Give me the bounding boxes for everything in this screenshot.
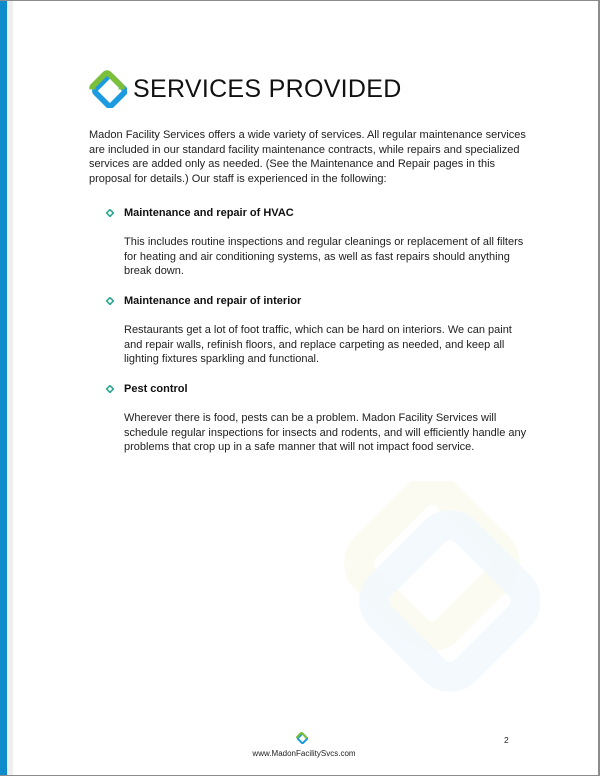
watermark-diamond-icon [340,481,540,701]
section-title: Maintenance and repair of interior [124,295,302,307]
section-heading [106,205,526,221]
service-section-interior [106,293,526,367]
footer-diamond-logo-icon [296,732,308,744]
left-accent-bar [0,1,7,775]
page-header [89,69,402,109]
section-title: Pest control [124,383,188,395]
page-number: 2 [504,735,509,745]
service-section-pest-control [106,381,526,455]
diamond-bullet-icon [106,385,114,393]
section-heading [106,293,526,309]
section-body: Restaurants get a lot of foot traffic, which can be hard on interiors. We can paint and repair walls, refinish floors, and replace carpeting as needed, and keep all lighting fixtures sparkling and functional. [124,324,512,365]
section-body: Wherever there is food, pests can be a problem. Madon Facility Services will schedule regular inspections for insects and rodents, and will efficiently handle any problems that crop up in a safe manner that will not impact food service. [124,412,527,453]
page-title: SERVICES PROVIDED [133,75,402,103]
diamond-bullet-icon [106,297,114,305]
section-heading [106,381,526,397]
intro-paragraph: Madon Facility Services offers a wide variety of services. All regular maintenance services are included in our standard facility maintenance contracts, while repairs and specialized services are added only as needed. (See the Maintenance and Repair pages in this proposal for details.) Our staff is experienced in the following: [89,129,526,185]
left-gutter-strip [7,1,13,775]
diamond-logo-icon [89,70,127,108]
section-body: This includes routine inspections and regular cleanings or replacement of all filters for heating and air conditioning systems, as well as fast repairs should anything break down. [124,236,524,277]
service-section-hvac [106,205,526,279]
section-title: Maintenance and repair of HVAC [124,207,294,219]
footer-website-link[interactable]: www.MadonFacilitySvcs.com [252,749,356,758]
diamond-bullet-icon [106,209,114,217]
